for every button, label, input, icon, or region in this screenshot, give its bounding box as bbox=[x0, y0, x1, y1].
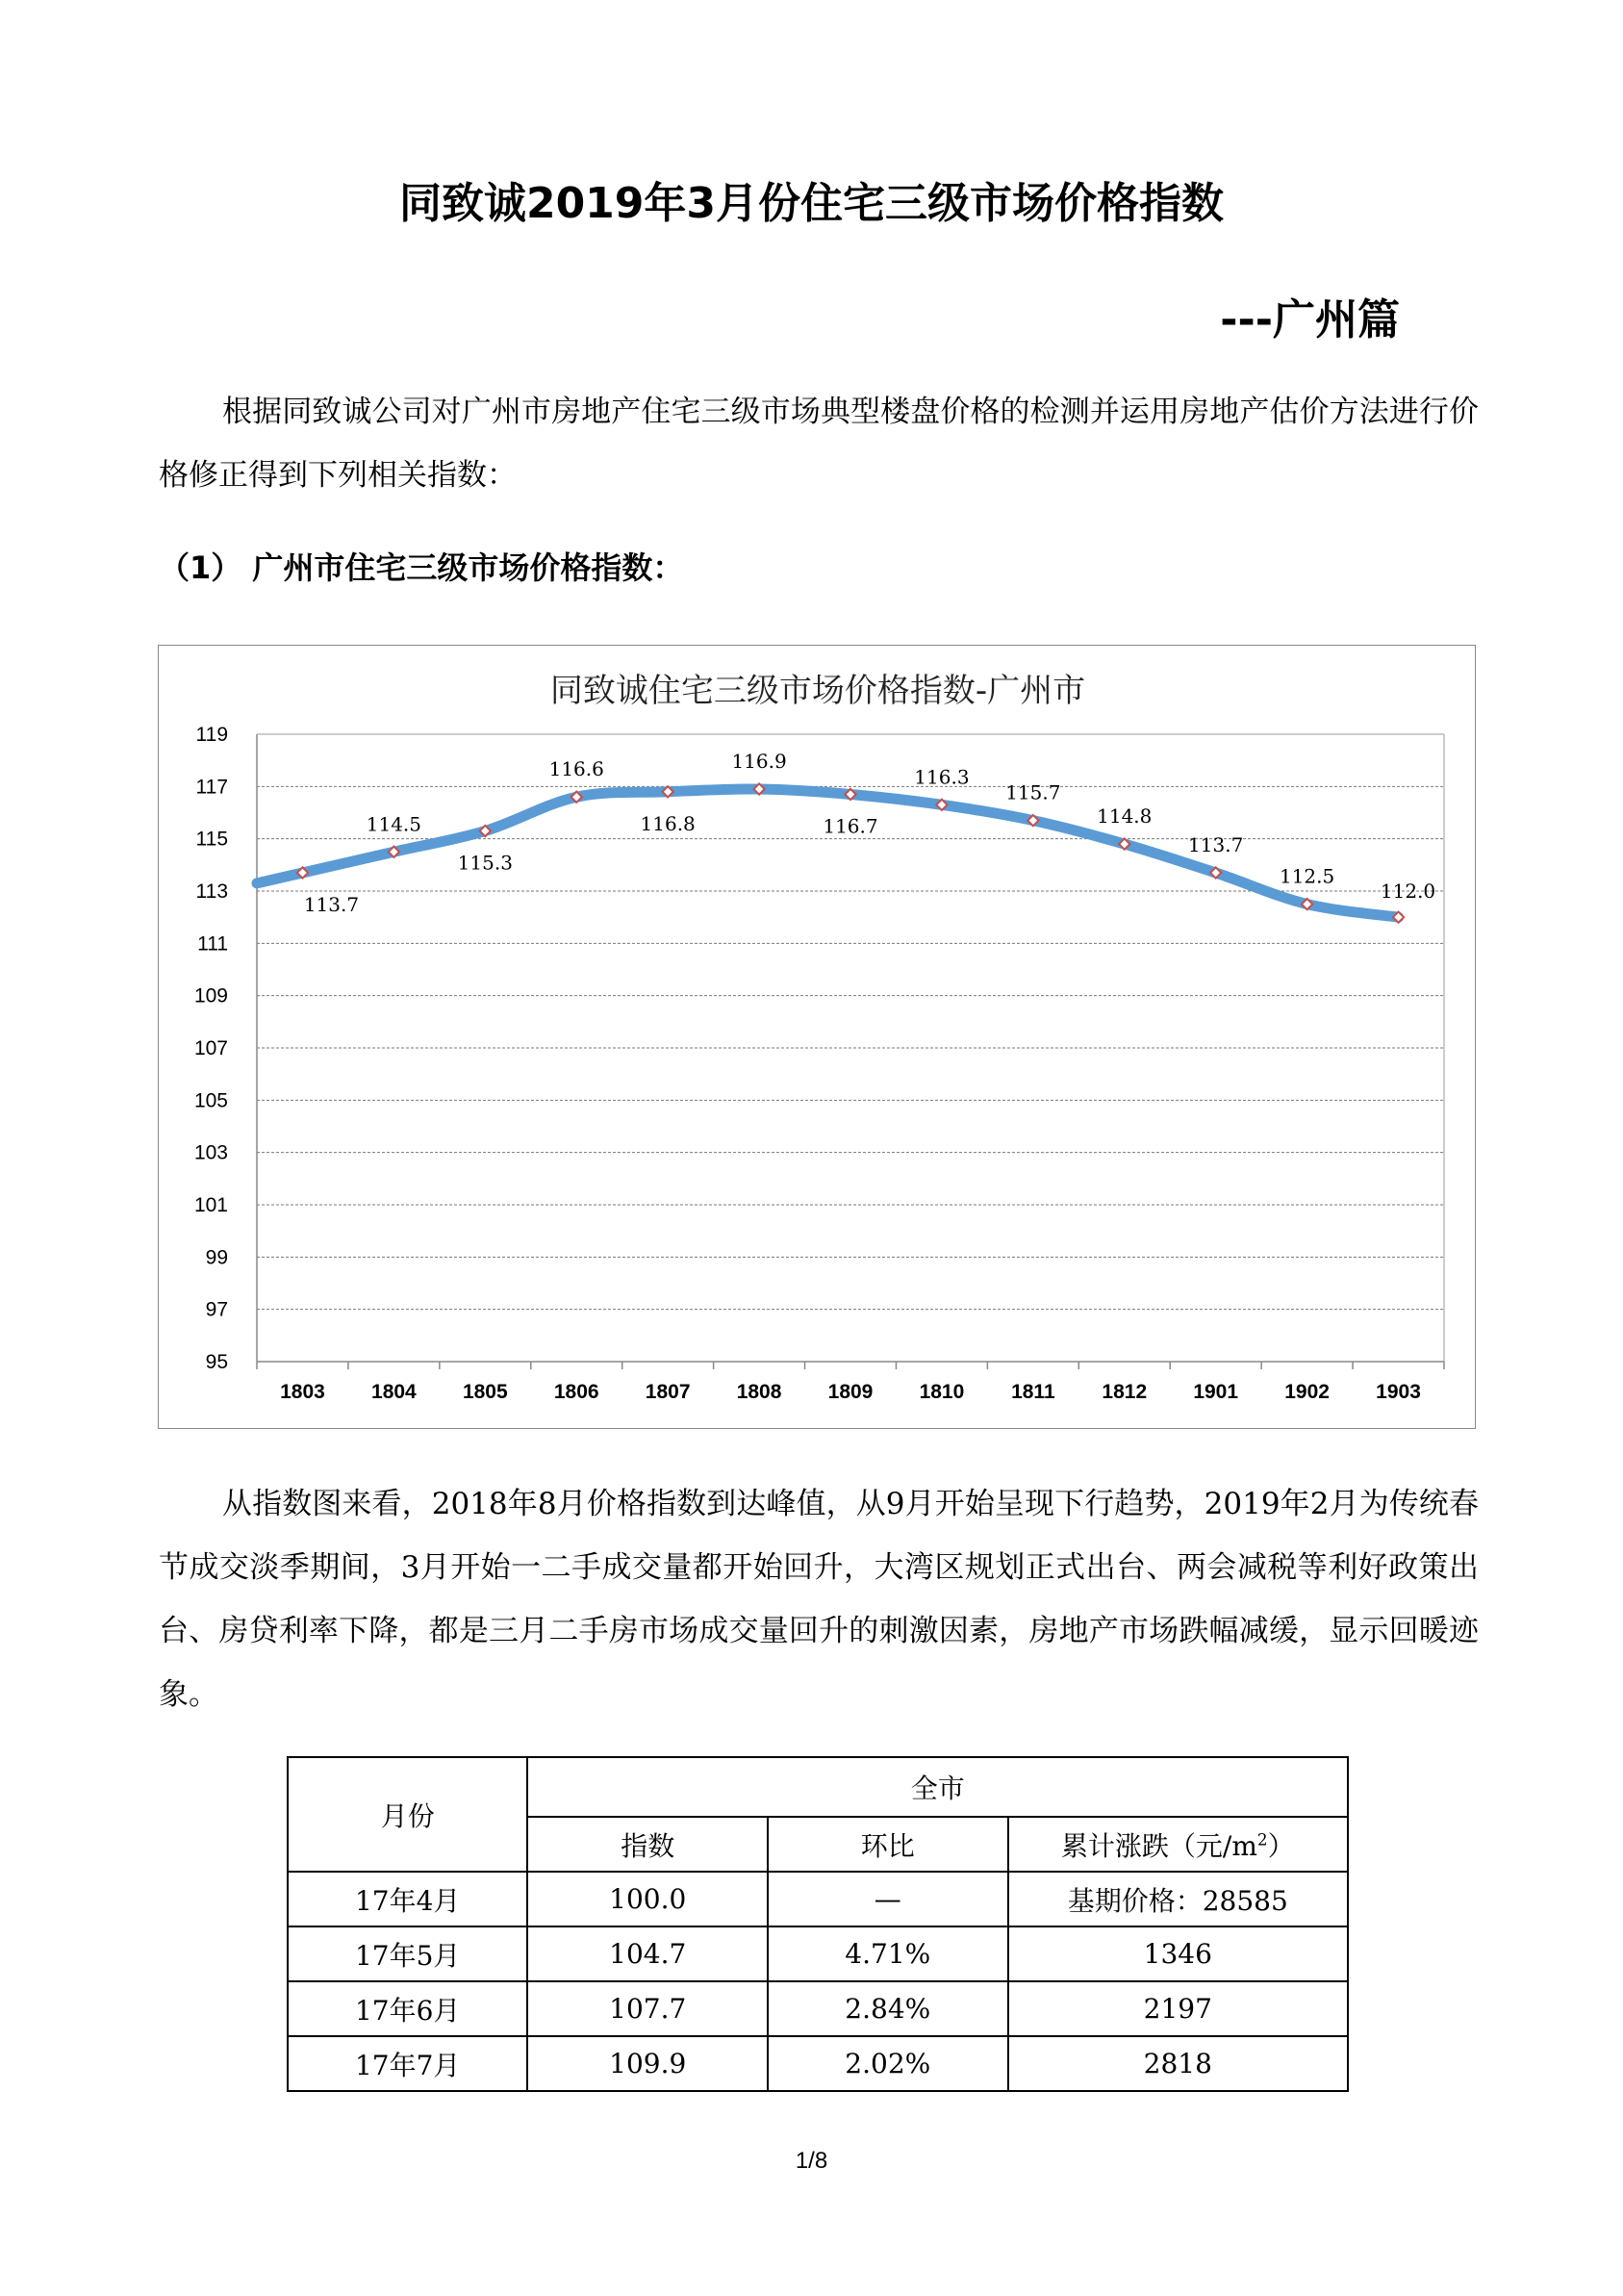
data-label: 115.7 bbox=[1005, 780, 1061, 804]
cell-index: 107.7 bbox=[527, 1981, 768, 2036]
y-tick-label: 109 bbox=[193, 984, 228, 1008]
data-label: 116.8 bbox=[640, 811, 696, 835]
x-tick-label: 1812 bbox=[1102, 1381, 1148, 1403]
cell-mom: — bbox=[768, 1872, 1008, 1926]
page-subtitle: ---广州篇 bbox=[1220, 295, 1400, 344]
data-label: 114.5 bbox=[366, 812, 422, 836]
table-row bbox=[288, 1981, 1348, 2036]
cell-index: 109.9 bbox=[527, 2036, 768, 2091]
header-cumulative-end: ） bbox=[1267, 1829, 1295, 1862]
y-tick-label: 115 bbox=[195, 828, 228, 851]
cell-index: 100.0 bbox=[527, 1872, 768, 1926]
price-index-chart bbox=[158, 645, 1476, 1429]
cell-cumulative: 2818 bbox=[1008, 2036, 1348, 2091]
data-label: 116.7 bbox=[823, 814, 878, 838]
data-label: 113.7 bbox=[303, 892, 360, 916]
cell-mom: 2.84% bbox=[768, 1981, 1008, 2036]
y-tick-label: 113 bbox=[195, 880, 228, 903]
x-tick-label: 1811 bbox=[1011, 1381, 1055, 1403]
data-label: 115.3 bbox=[457, 851, 513, 875]
cell-month: 17年5月 bbox=[288, 1926, 527, 1981]
y-tick-label: 111 bbox=[197, 932, 228, 956]
cell-index: 104.7 bbox=[527, 1926, 768, 1981]
cell-month: 17年7月 bbox=[288, 2036, 527, 2091]
x-tick-label: 1807 bbox=[645, 1381, 691, 1403]
cell-month: 17年4月 bbox=[288, 1872, 527, 1926]
data-label: 112.5 bbox=[1279, 864, 1335, 888]
x-tick-label: 1810 bbox=[919, 1381, 965, 1403]
y-tick-label: 95 bbox=[205, 1351, 228, 1373]
x-tick-label: 1809 bbox=[827, 1381, 874, 1403]
cell-cumulative: 2197 bbox=[1008, 1981, 1348, 2036]
page-title: 同致诚2019年3月份住宅三级市场价格指数 bbox=[398, 179, 1225, 228]
x-tick-label: 1901 bbox=[1193, 1381, 1239, 1403]
y-tick-label: 119 bbox=[195, 724, 228, 746]
cell-mom: 2.02% bbox=[768, 2036, 1008, 2091]
header-index: 指数 bbox=[527, 1817, 768, 1872]
x-tick-label: 1804 bbox=[371, 1381, 417, 1403]
y-tick-label: 105 bbox=[193, 1089, 228, 1112]
header-citywide: 全市 bbox=[527, 1757, 1348, 1817]
y-tick-label: 107 bbox=[193, 1037, 228, 1059]
table-row bbox=[288, 1872, 1348, 1926]
data-label: 116.9 bbox=[731, 750, 787, 774]
y-tick-label: 97 bbox=[205, 1298, 228, 1321]
cell-month: 17年6月 bbox=[288, 1981, 527, 2036]
index-table bbox=[287, 1756, 1349, 2092]
header-cumulative-text: 累计涨跌（元/m bbox=[1060, 1829, 1257, 1862]
analysis-paragraph: 从指数图来看，2018年8月价格指数到达峰值，从9月开始呈现下行趋势，2019年2月为传统春节成交淡季期间，3月开始一二手成交量都开始回升，大湾区规划正式出台、两会减税等利好政策出台、房贷利率下降，都是三月二手房市场成交量回升的刺激因素，房地产市场跌幅减缓，显示回暖迹象。 bbox=[159, 1487, 1479, 1712]
table-row bbox=[288, 2036, 1348, 2091]
y-tick-label: 99 bbox=[205, 1246, 228, 1269]
header-mom: 环比 bbox=[768, 1817, 1008, 1872]
x-tick-label: 1806 bbox=[553, 1381, 599, 1403]
data-label: 116.6 bbox=[548, 757, 604, 781]
chart-title: 同致诚住宅三级市场价格指数-广州市 bbox=[549, 672, 1086, 710]
x-tick-label: 1808 bbox=[736, 1381, 782, 1403]
x-tick-label: 1902 bbox=[1284, 1381, 1330, 1403]
header-cumulative-sup: 2 bbox=[1256, 1829, 1268, 1850]
x-tick-label: 1805 bbox=[462, 1381, 508, 1403]
cell-cumulative: 1346 bbox=[1008, 1926, 1348, 1981]
cell-mom: 4.71% bbox=[768, 1926, 1008, 1981]
chart-svg bbox=[159, 646, 1477, 1430]
y-tick-label: 103 bbox=[193, 1141, 228, 1164]
data-label: 114.8 bbox=[1097, 804, 1153, 829]
intro-paragraph: 根据同致诚公司对广州市房地产住宅三级市场典型楼盘价格的检测并运用房地产估价方法进行价格修正得到下列相关指数： bbox=[159, 395, 1479, 493]
cell-cumulative: 基期价格：28585 bbox=[1008, 1872, 1348, 1926]
header-cumulative bbox=[1008, 1817, 1348, 1872]
header-month: 月份 bbox=[288, 1757, 527, 1872]
x-tick-label: 1803 bbox=[280, 1381, 325, 1403]
y-tick-label: 117 bbox=[195, 776, 228, 799]
section-heading: （1） 广州市住宅三级市场价格指数： bbox=[159, 549, 684, 586]
data-label: 116.3 bbox=[914, 765, 970, 789]
table-row bbox=[288, 1926, 1348, 1981]
data-label: 112.0 bbox=[1380, 880, 1436, 904]
page-number: 1/8 bbox=[795, 2148, 828, 2174]
y-tick-label: 101 bbox=[193, 1194, 228, 1216]
x-tick-label: 1903 bbox=[1376, 1381, 1421, 1403]
data-label: 113.7 bbox=[1188, 832, 1244, 856]
